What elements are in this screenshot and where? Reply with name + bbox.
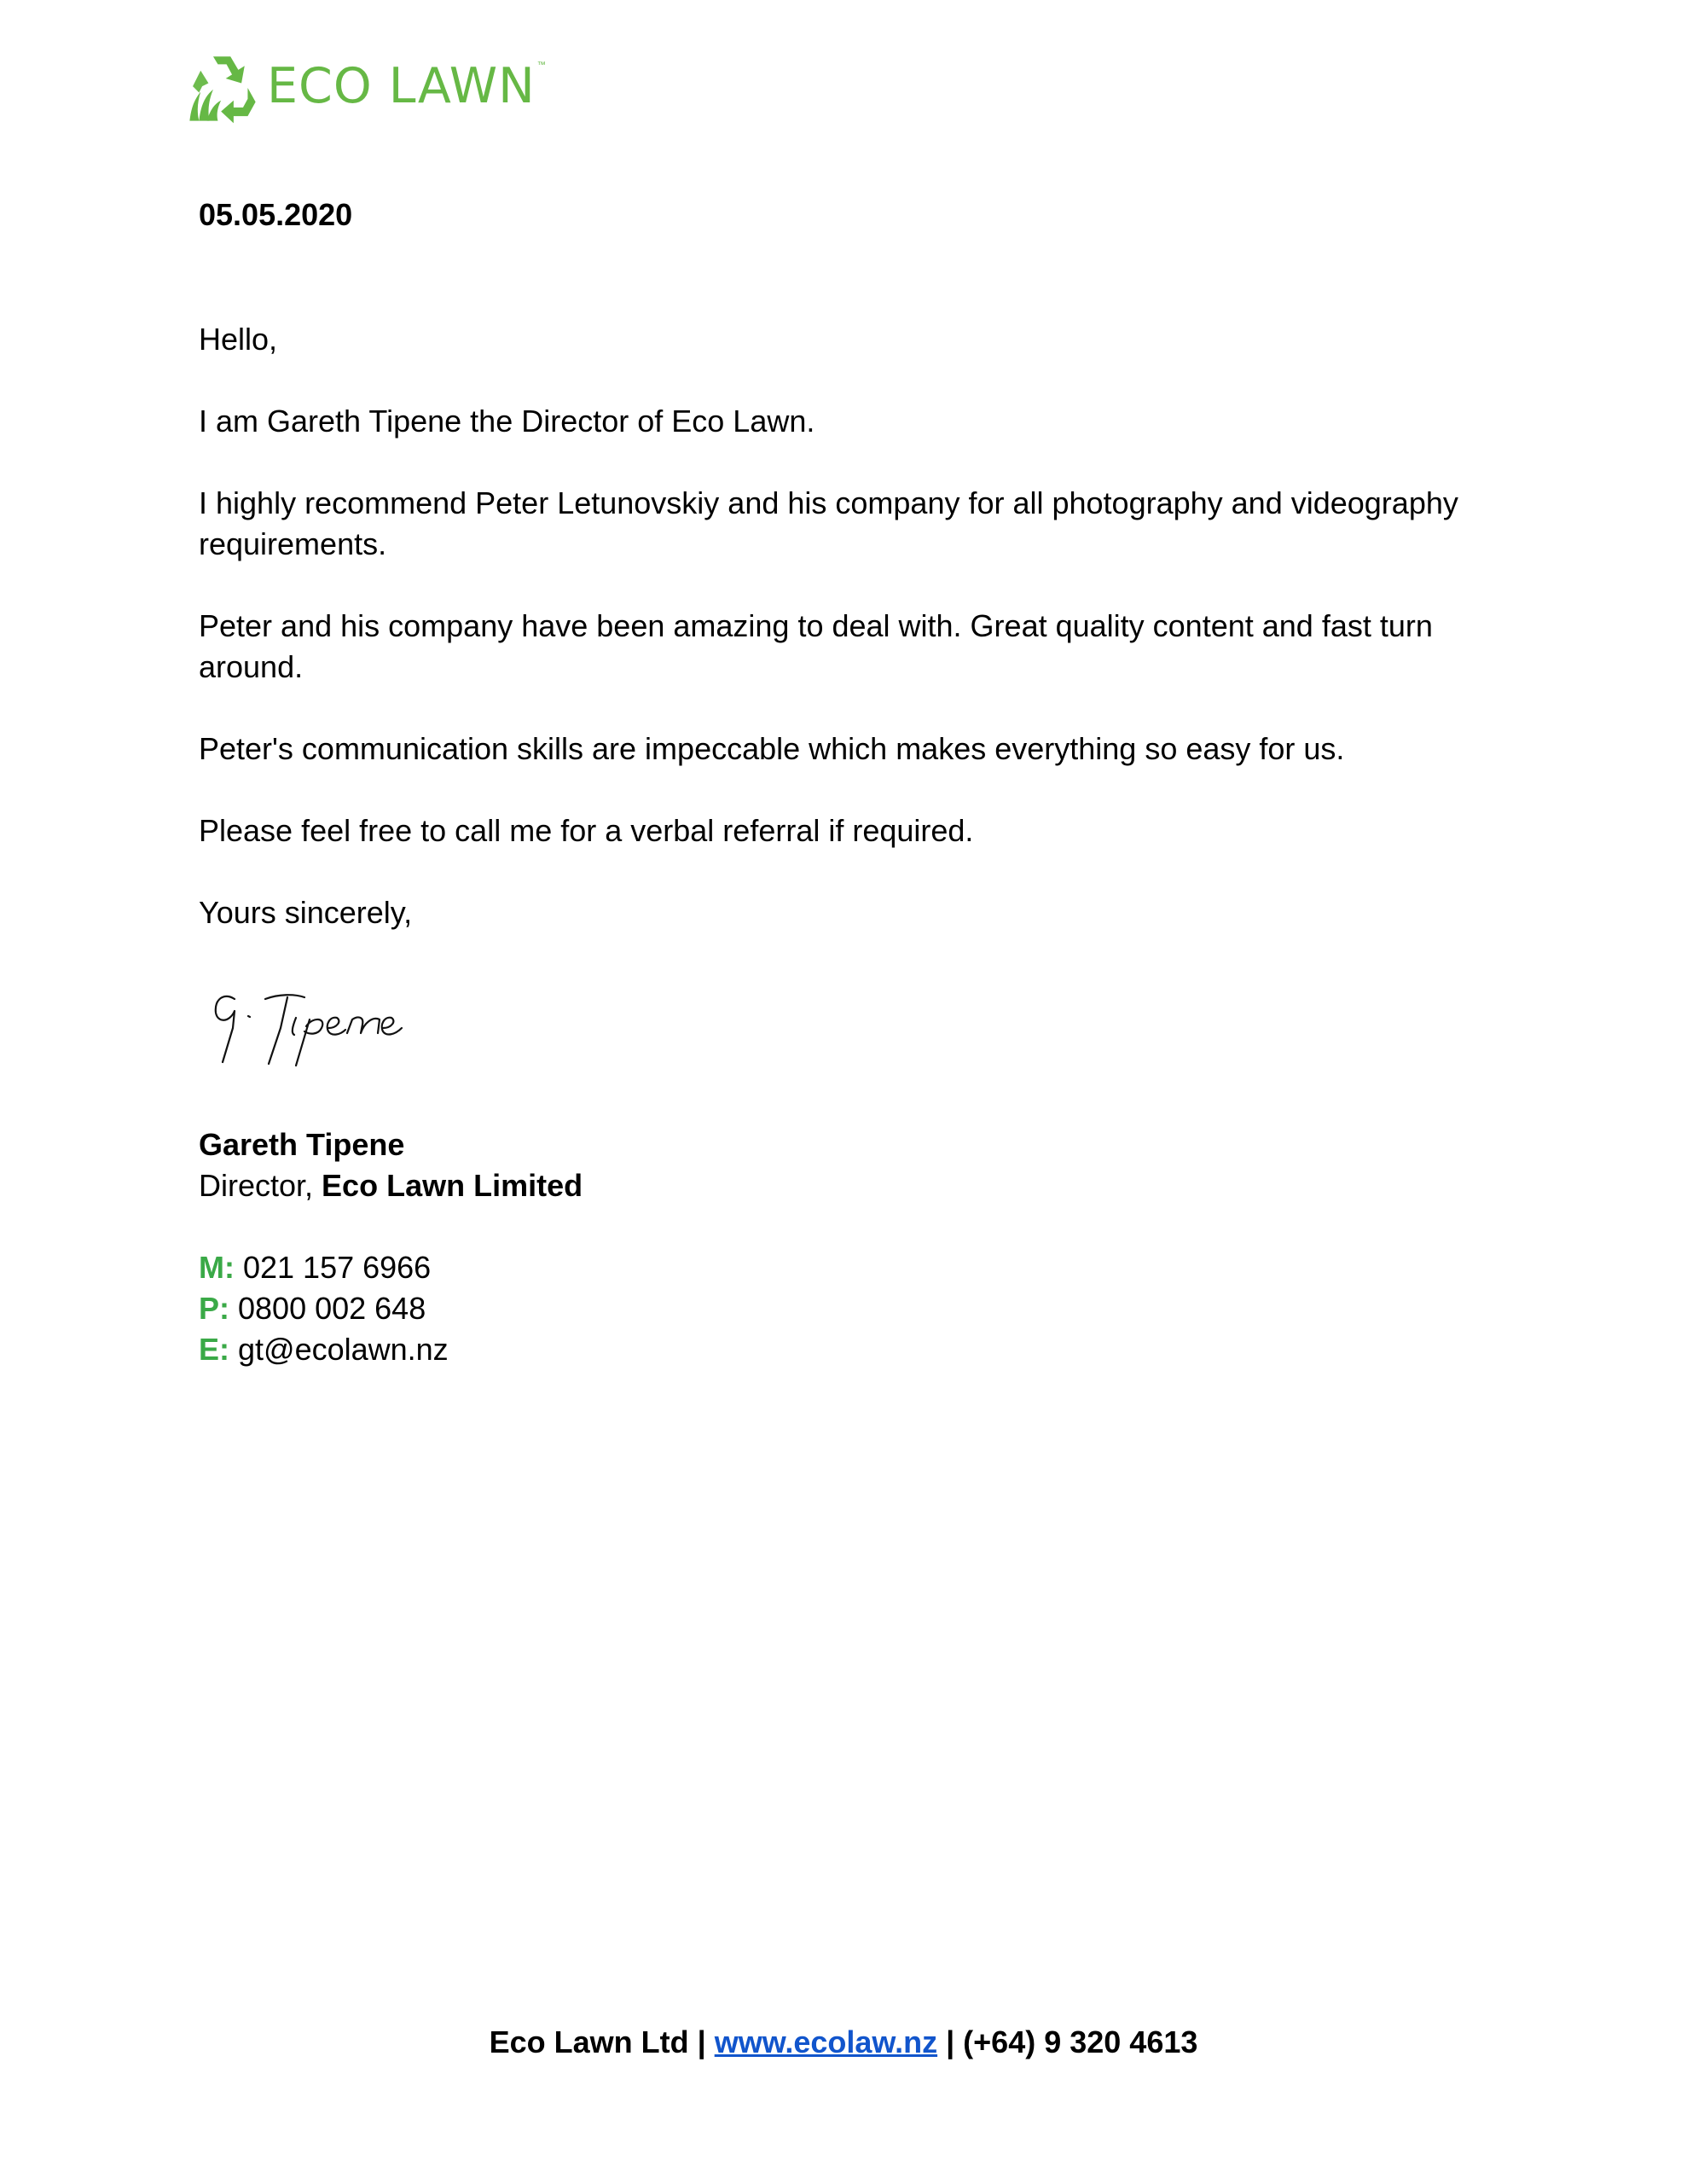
eco-lawn-logo: [183, 47, 546, 128]
phone-value: 0800 002 648: [229, 1291, 426, 1326]
signer-name: Gareth Tipene: [199, 1127, 405, 1162]
paragraph-experience: Peter and his company have been amazing to deal with. Great quality content and fast turn around.: [199, 608, 1433, 684]
signer-role: Director,: [199, 1168, 322, 1203]
footer-website-link[interactable]: www.ecolaw.nz: [714, 2024, 938, 2059]
mobile-label: M:: [199, 1250, 235, 1285]
trademark-symbol: ™: [536, 61, 546, 70]
footer: [0, 2022, 1687, 2063]
footer-separator: |: [937, 2024, 964, 2059]
contact-mobile: [199, 1247, 431, 1288]
signer-company: Eco Lawn Limited: [322, 1168, 583, 1203]
letter-date: 05.05.2020: [199, 197, 353, 232]
logo-text: ECO LAWN: [267, 57, 536, 114]
recycle-grass-icon: [183, 49, 262, 127]
email-value: gt@ecolawn.nz: [229, 1332, 449, 1367]
footer-phone: (+64) 9 320 4613: [963, 2024, 1198, 2059]
closing: Yours sincerely,: [199, 895, 413, 930]
paragraph-intro: I am Gareth Tipene the Director of Eco Lawn.: [199, 404, 815, 439]
footer-separator: |: [688, 2024, 715, 2059]
greeting: Hello,: [199, 322, 278, 357]
paragraph-recommendation: I highly recommend Peter Letunovskiy and his company for all photography and videography requirements.: [199, 485, 1458, 561]
footer-company: Eco Lawn Ltd: [489, 2024, 689, 2059]
handwritten-signature: [209, 977, 490, 1079]
email-label: E:: [199, 1332, 229, 1367]
paragraph-communication: Peter's communication skills are impeccable which makes everything so easy for us.: [199, 731, 1345, 766]
contact-email: [199, 1329, 449, 1370]
mobile-value: 021 157 6966: [234, 1250, 432, 1285]
contact-phone: [199, 1288, 426, 1329]
signer-title: [199, 1165, 1495, 1206]
paragraph-referral: Please feel free to call me for a verbal referral if required.: [199, 813, 974, 848]
phone-label: P:: [199, 1291, 229, 1326]
